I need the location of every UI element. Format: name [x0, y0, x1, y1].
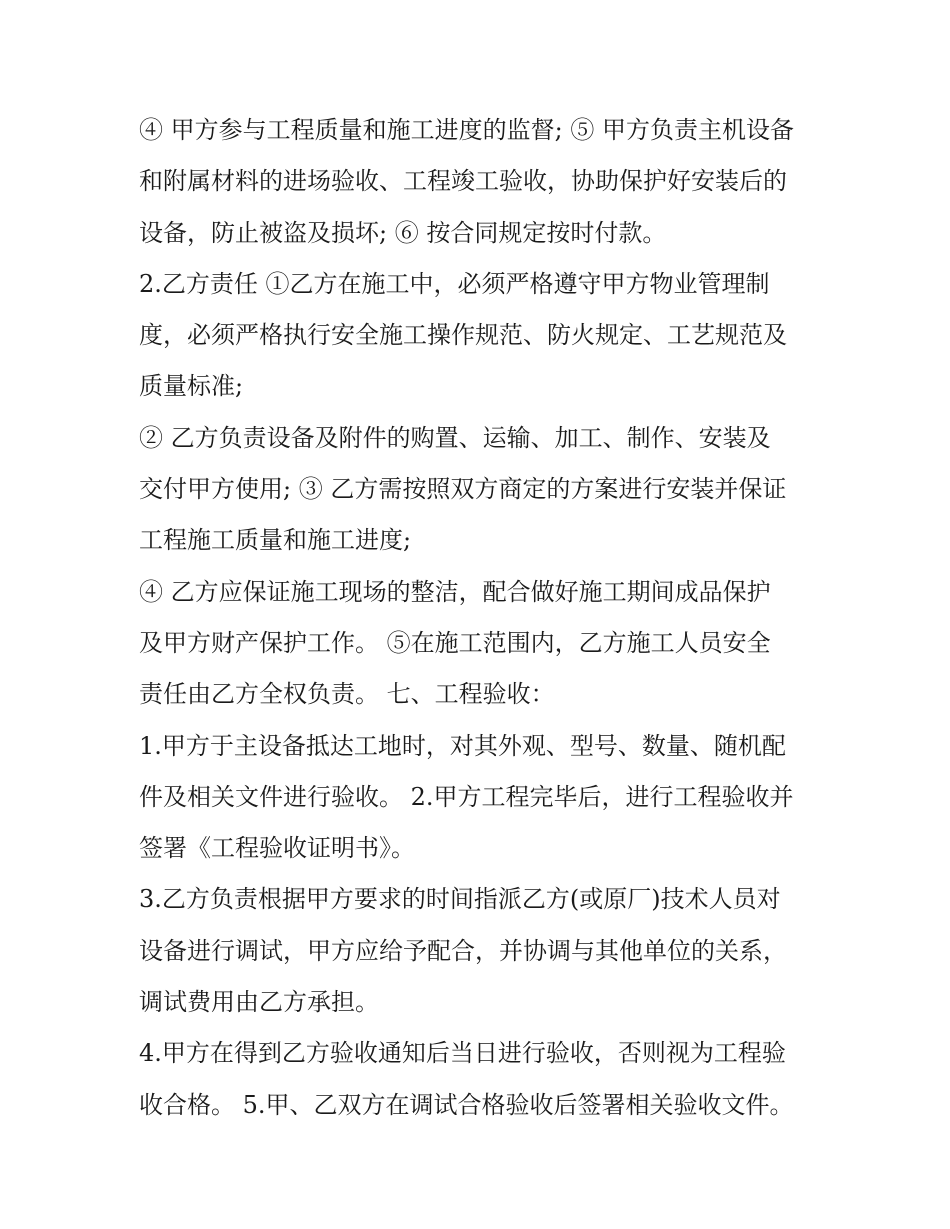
text-line: 签署《工程验收证明书》。 — [139, 834, 415, 863]
text-line: 和附属材料的进场验收、工程竣工验收，协助保护好安装后的 — [139, 167, 787, 196]
text-line: 及甲方财产保护工作。 ⑤在施工范围内，乙方施工人员安全 — [139, 628, 771, 657]
text-line: 设备，防止被盗及损坏; ⑥ 按合同规定按时付款。 — [139, 218, 667, 247]
text-line: 3.乙方负责根据甲方要求的时间指派乙方(或原厂)技术人员对 — [139, 885, 781, 914]
text-line: 质量标准; — [139, 372, 244, 401]
text-line: 交付甲方使用; ③ 乙方需按照双方商定的方案进行安装并保证 — [139, 475, 787, 504]
text-line: 度，必须严格执行安全施工操作规范、防火规定、工艺规范及 — [139, 321, 787, 350]
text-line: 4.甲方在得到乙方验收通知后当日进行验收，否则视为工程验 — [139, 1039, 786, 1068]
text-line: 工程施工质量和施工进度; — [139, 526, 412, 555]
text-line: ④ 乙方应保证施工现场的整洁，配合做好施工期间成品保护 — [139, 577, 771, 606]
text-line: 责任由乙方全权负责。 七、工程验收： — [139, 680, 555, 709]
document-body — [139, 105, 814, 1131]
text-line: ④ 甲方参与工程质量和施工进度的监督; ⑤ 甲方负责主机设备 — [139, 116, 794, 144]
text-line: 1.甲方于主设备抵达工地时，对其外观、型号、数量、随机配 — [139, 731, 786, 760]
text-line: 调试费用由乙方承担。 — [139, 988, 379, 1017]
text-line: 设备进行调试，甲方应给予配合，并协调与其他单位的关系， — [139, 936, 787, 965]
text-line: 收合格。 5.甲、乙双方在调试合格验收后签署相关验收文件。 — [139, 1090, 794, 1119]
text-line: 件及相关文件进行验收。 2.甲方工程完毕后，进行工程验收并 — [139, 782, 794, 811]
text-line: ② 乙方负责设备及附件的购置、运输、加工、制作、安装及 — [139, 423, 771, 452]
text-line: 2.乙方责任 ①乙方在施工中，必须严格遵守甲方物业管理制 — [139, 269, 770, 298]
